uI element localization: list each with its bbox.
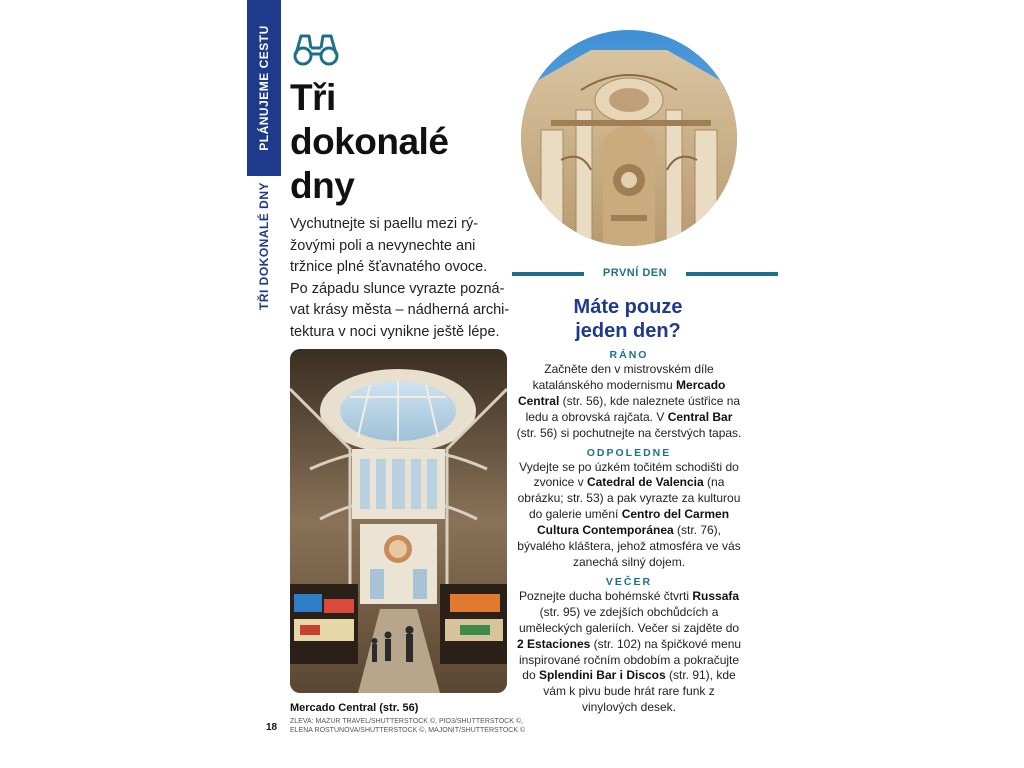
section-label: PLÁNUJEME CESTU: [257, 25, 271, 151]
evening-title: VEČER: [605, 575, 653, 588]
cathedral-photo: [521, 30, 737, 246]
afternoon-text: Vydejte se po úzkém točitém schodišti do zvonice v Catedral de Valencia (na obrázku; str. 53) a pak vyrazte za kulturou do galerie umění Centro del Carmen Cultura Contemporánea (str. 76), bývalého kláštera, jehož atmosféra ve vás zanechá silný dojem.: [517, 459, 741, 569]
morning-title: RÁNO: [609, 349, 649, 361]
photo-caption: Mercado Central (str. 56): [290, 702, 419, 714]
day-label-bar: [512, 268, 778, 280]
divider-line: [686, 272, 778, 276]
afternoon-title: ODPOLEDNE: [586, 446, 672, 459]
mercado-central-photo: [290, 349, 507, 693]
binoculars-icon: [292, 32, 340, 66]
title-line: Tři: [290, 77, 336, 118]
itinerary: [516, 348, 742, 720]
section-tab-top: [247, 0, 281, 176]
page-title: [290, 76, 448, 208]
day-label: PRVNÍ DEN: [602, 267, 668, 279]
page-number: 18: [266, 722, 278, 733]
column-heading: Máte pouze jeden den?: [573, 296, 683, 342]
intro-paragraph: Vychutnejte si paellu mezi rý- žovými poli a nevynechte ani tržnice plné šťavnatého ovoce. Po západu slunce vyrazte pozná- vat krásy města – nádherná archi- tektura v noci vynikne ještě lépe.: [290, 216, 510, 340]
title-line: dny: [290, 165, 355, 206]
title-line: dokonalé: [290, 121, 449, 162]
evening-text: Poznejte ducha bohémské čtvrti Russafa (str. 95) ve zdejších obchůdcích a uměleckých galeriích. Večer si zajděte do 2 Estaciones (str. 102) na špičkové menu inspirované ročním obdobím a pokračujte do Splendini Bar i Discos (str. 91), kde vám k pivu bude hrát rare funk z vinylových desek.: [516, 588, 742, 715]
section-tab-bottom: [247, 176, 281, 346]
photo-credits: ZLEVA: MAZUR TRAVEL/SHUTTERSTOCK ©, PIO3/SHUTTERSTOCK ©, ELENA ROSTUNOVA/SHUTTERSTOCK ©, MAJONIT/SHUTTERSTOCK ©: [290, 718, 526, 734]
chapter-label: TŘI DOKONALÉ DNY: [257, 182, 271, 310]
morning-text: Začněte den v mistrovském díle katalánského modernismu Mercado Central (str. 56), kde naleznete ústřice na ledu a obrovská rajčata. V Central Bar (str. 56) si pochutnejte na čerstvých tapas.: [516, 362, 742, 440]
section-tab: [247, 0, 281, 346]
divider-line: [512, 272, 584, 276]
